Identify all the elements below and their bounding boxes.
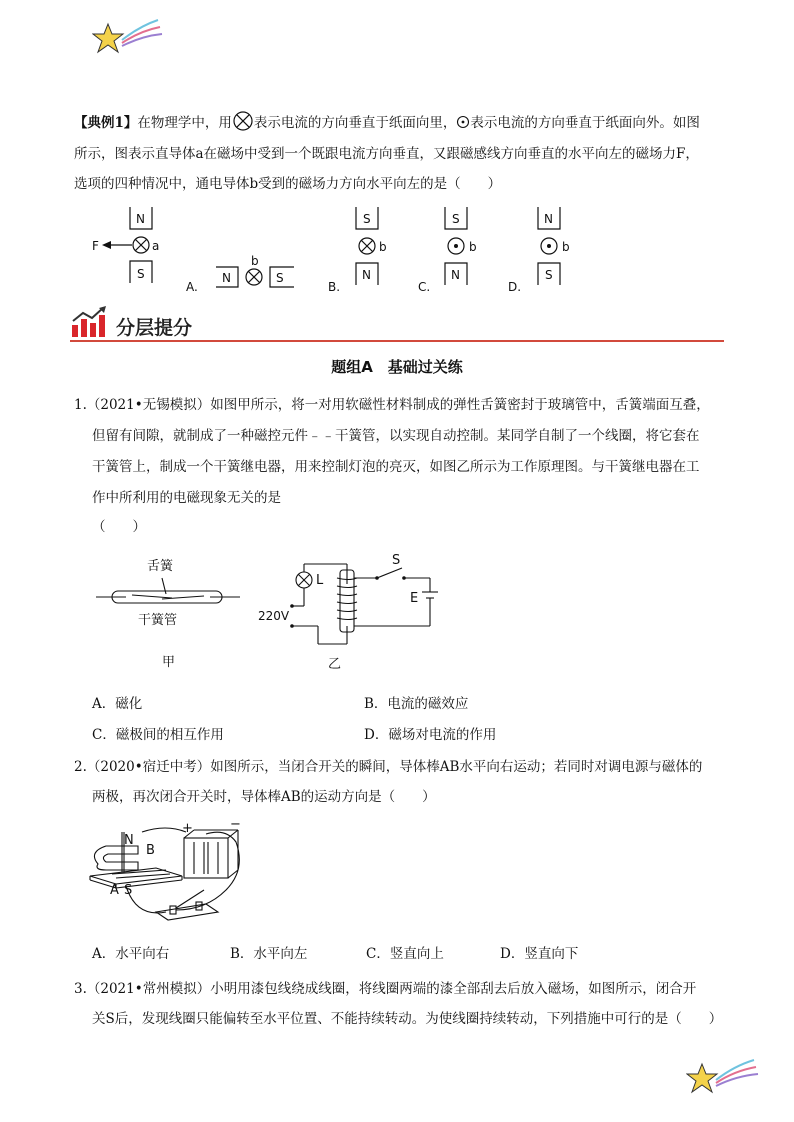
fig-label-s: S bbox=[124, 883, 133, 898]
q3-line-1: 3.（2021•常州模拟）小明用漆包线绕成线圈，将线圈两端的漆全部刮去后放入磁场，如图所示，闭合开 bbox=[74, 981, 697, 997]
fig-label-s: S bbox=[452, 212, 460, 226]
fig-label-f: F bbox=[92, 239, 99, 253]
fig-label-n: N bbox=[362, 268, 371, 282]
reed-label: 舌簧 bbox=[147, 559, 174, 574]
option-a-label: A. bbox=[186, 280, 198, 294]
fig-label-a: A bbox=[110, 883, 119, 898]
option-d-label: D. bbox=[508, 280, 522, 294]
option-c-label: C. bbox=[418, 280, 431, 294]
star-decoration-icon bbox=[92, 18, 164, 60]
section-rule bbox=[70, 340, 724, 342]
fig-label-s: S bbox=[137, 267, 145, 281]
fig-jia-label: 甲 bbox=[162, 655, 176, 670]
fig-label-plus: + bbox=[182, 821, 193, 836]
q1-option-d[interactable]: D．磁场对电流的作用 bbox=[364, 727, 497, 743]
star-decoration-icon bbox=[686, 1058, 760, 1100]
fig-label-n: N bbox=[451, 268, 460, 282]
example-label: 【典例1】 bbox=[74, 115, 138, 131]
example-line-3: 选项的四种情况中，通电导体b受到的磁场力方向水平向左的是（ ） bbox=[74, 176, 502, 192]
example-text: 表示电流的方向垂直于纸面向外。如图 bbox=[470, 115, 700, 131]
q1-option-b[interactable]: B．电流的磁效应 bbox=[364, 696, 469, 712]
q2-option-b[interactable]: B．水平向左 bbox=[230, 946, 308, 962]
growth-chart-icon bbox=[70, 305, 108, 339]
fig-label-a: a bbox=[152, 239, 160, 253]
example-text: 表示电流的方向垂直于纸面向里， bbox=[253, 115, 457, 131]
fig-label-b: B bbox=[146, 843, 155, 858]
dot-circle-icon bbox=[456, 115, 470, 129]
q3-line-2: 关S后，发现线圈只能偏转至水平位置、不能持续转动。为使线圈持续转动，下列措施中可行的是（ ） bbox=[92, 1011, 723, 1027]
fig-label-n: N bbox=[124, 833, 134, 848]
fig-label-n: N bbox=[544, 212, 553, 226]
example-text: 在物理学中，用 bbox=[137, 115, 232, 131]
fig-label-s: S bbox=[363, 212, 371, 226]
magnetic-force-figure bbox=[88, 205, 588, 300]
fig-label-b: b bbox=[251, 254, 259, 268]
q2-line-1: 2.（2020•宿迁中考）如图所示，当闭合开关的瞬间，导体棒AB水平向右运动；若同时对调电源与磁体的 bbox=[74, 759, 703, 775]
fig-label-b: b bbox=[469, 240, 477, 254]
battery-label: E bbox=[410, 591, 419, 606]
example-line-2: 所示，图表示直导体a在磁场中受到一个既跟电流方向垂直，又跟磁感线方向垂直的水平向左的磁场力F， bbox=[74, 146, 699, 162]
fig-yi-label: 乙 bbox=[328, 657, 342, 672]
fig-label-n: N bbox=[136, 212, 145, 226]
q1-line-2: 但留有间隙，就制成了一种磁控元件﹣﹣干簧管，以实现自动控制。某同学自制了一个线圈，将它套在 bbox=[92, 428, 700, 444]
fig-label-minus: − bbox=[230, 820, 241, 832]
section-title: 分层提分 bbox=[116, 317, 193, 339]
q1-line-4: 作中所利用的电磁现象无关的是 bbox=[92, 490, 281, 506]
fig-label-s: S bbox=[276, 271, 284, 285]
option-b-label: B. bbox=[328, 280, 341, 294]
fig-label-n: N bbox=[222, 271, 231, 285]
cross-circle-icon bbox=[232, 110, 254, 132]
fig-label-b: b bbox=[562, 240, 570, 254]
tube-label: 干簧管 bbox=[138, 613, 178, 628]
switch-label: S bbox=[392, 553, 401, 568]
conductor-rod-figure bbox=[86, 820, 266, 940]
reed-relay-figure bbox=[92, 548, 452, 678]
fig-label-s: S bbox=[545, 268, 553, 282]
q1-paren: （ ） bbox=[92, 519, 146, 535]
q1-option-c[interactable]: C．磁极间的相互作用 bbox=[92, 727, 224, 743]
fig-label-b: b bbox=[379, 240, 387, 254]
q2-option-d[interactable]: D．竖直向下 bbox=[500, 946, 579, 962]
group-title: 题组A 基础过关练 bbox=[331, 358, 463, 376]
q2-option-c[interactable]: C．竖直向上 bbox=[366, 946, 444, 962]
q2-option-a[interactable]: A．水平向右 bbox=[92, 946, 170, 962]
q1-line-1: 1.（2021•无锡模拟）如图甲所示，将一对用软磁性材料制成的弹性舌簧密封于玻璃管中，舌簧端面互叠， bbox=[74, 397, 710, 413]
q2-line-2: 两极，再次闭合开关时，导体棒AB的运动方向是（ ） bbox=[92, 789, 436, 805]
q1-option-a[interactable]: A．磁化 bbox=[92, 696, 143, 712]
voltage-label: 220V bbox=[258, 609, 290, 623]
example-line-1 bbox=[74, 110, 724, 137]
lamp-label: L bbox=[316, 573, 324, 588]
q1-line-3: 干簧管上，制成一个干簧继电器，用来控制灯泡的亮灭，如图乙所示为工作原理图。与干簧继电器在工 bbox=[92, 459, 700, 475]
